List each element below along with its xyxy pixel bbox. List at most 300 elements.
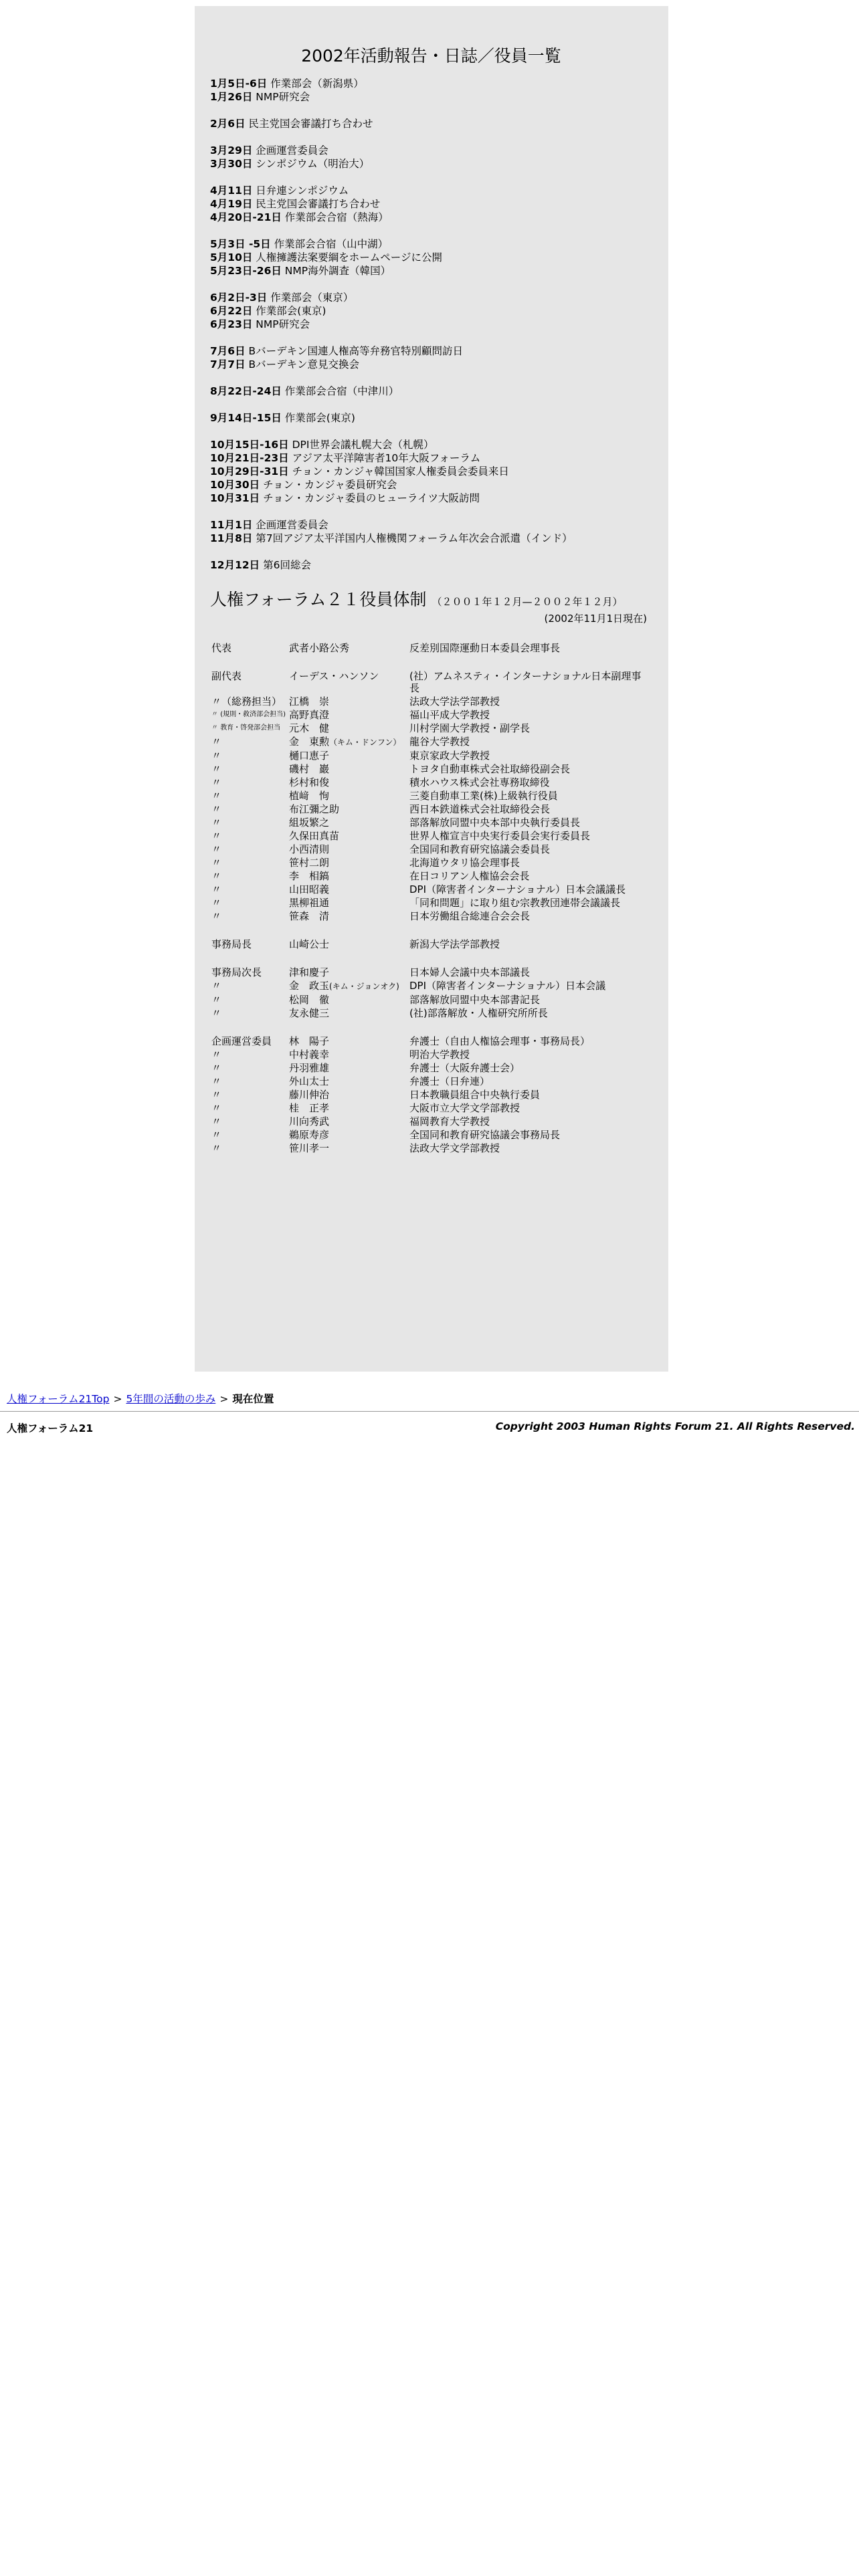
footer-copyright: Copyright 2003 Human Rights Forum 21. All Rights Reserved. [495, 1420, 855, 1432]
table-row [210, 843, 652, 856]
officer-name-text: 桂 正孝 [289, 1102, 330, 1114]
table-row [210, 829, 652, 843]
officer-name-text: 金 政玉 [289, 980, 330, 992]
officer-role-note: (規則・救済部会担当) [220, 711, 286, 718]
diary-date: 5月23日-26日 [210, 265, 282, 277]
officer-role-label: 〃 [211, 994, 222, 1006]
officer-name [288, 762, 408, 776]
officer-name [288, 896, 408, 909]
diary-entry [210, 438, 652, 451]
officer-name-reading: (キム・ジョンオク) [329, 982, 399, 991]
officer-role-label: 代表 [211, 642, 232, 654]
diary-date: 5月10日 [210, 251, 253, 263]
diary-text: 民主党国会審議打ち合わせ [248, 118, 373, 130]
diary-date: 4月11日 [210, 185, 253, 197]
officer-name-text: 元木 健 [289, 722, 330, 734]
officer-affiliation: 西日本鉄道株式会社取締役会長 [409, 803, 551, 815]
officer-affiliation: 龍谷大学教授 [409, 736, 470, 748]
officer-role-label: 〃 [211, 883, 222, 895]
officer-role-label: 〃 [211, 1075, 222, 1087]
officer-name [288, 1142, 408, 1155]
table-row [210, 1035, 652, 1048]
officer-role [210, 708, 288, 722]
officer-name-text: 組坂繁之 [289, 817, 330, 829]
officer-role-label: 〃 [211, 1049, 222, 1061]
diary-date: 10月15日-16日 [210, 439, 289, 451]
table-row [210, 708, 652, 722]
officer-name [288, 776, 408, 789]
table-row [210, 816, 652, 829]
officer-affiliation: 部落解放同盟中央本部中央執行委員長 [409, 817, 581, 829]
officer-name-text: 江橋 崇 [289, 695, 330, 708]
officer-role-label: 〃 [211, 790, 222, 802]
diary-text: チョン・カンジャ韓国国家人権委員会委員来日 [292, 465, 509, 477]
officer-affiliation: 大阪市立大学文学部教授 [409, 1102, 520, 1114]
diary-entry [210, 411, 652, 425]
officer-name [288, 1061, 408, 1075]
table-spacer-row [210, 1020, 652, 1035]
footer-org-name: 人権フォーラム21 [7, 1422, 94, 1434]
officer-role [210, 762, 288, 776]
officer-name [288, 641, 408, 655]
diary-entry [210, 385, 652, 398]
officers-table [210, 641, 652, 1155]
breadcrumb-separator: > [219, 1393, 229, 1405]
officer-role-label: 〃 [211, 776, 222, 788]
officer-name [288, 993, 408, 1006]
diary-entry [210, 465, 652, 478]
officer-name [288, 1128, 408, 1142]
officer-name-text: 高野真澄 [289, 709, 330, 721]
officer-role [210, 1101, 288, 1115]
officer-name-text: 外山太士 [289, 1075, 330, 1087]
officer-name [288, 1006, 408, 1020]
diary-date: 6月22日 [210, 305, 253, 317]
officer-name-text: 笹森 清 [289, 910, 330, 922]
breadcrumb-separator: > [113, 1393, 122, 1405]
officer-role-label: 〃 [211, 1062, 222, 1074]
officer-affiliation: 積水ハウス株式会社専務取締役 [409, 776, 550, 788]
officer-role-label: 事務局長 [211, 938, 252, 950]
diary-text: 企画運営委員会 [256, 144, 328, 156]
diary-entry [210, 90, 652, 104]
officer-role-label: 〃 [211, 763, 222, 775]
officer-role [210, 938, 288, 951]
table-row [210, 1006, 652, 1020]
officer-role [210, 802, 288, 816]
officer-name-text: 磯村 巖 [289, 763, 330, 775]
officer-name-text: 小西清則 [289, 843, 330, 855]
officer-role-label: 〃 [211, 897, 222, 909]
officer-role [210, 1142, 288, 1155]
footer-divider [0, 1411, 859, 1412]
officer-role-label: 〃 [211, 1115, 222, 1128]
diary-group [210, 385, 652, 398]
table-row [210, 789, 652, 802]
officer-name-text: 林 陽子 [289, 1035, 330, 1047]
table-row [210, 722, 652, 735]
officer-role-note: 教育・啓発部会担当 [220, 724, 281, 732]
officer-name [288, 1035, 408, 1048]
diary-group [210, 117, 652, 130]
diary-text: NMP研究会 [256, 91, 310, 103]
diary-date: 6月23日 [210, 318, 253, 330]
officer-affiliation: 三菱自動車工業(株)上級執行役員 [409, 790, 558, 802]
table-row [210, 966, 652, 979]
table-row [210, 641, 652, 655]
officer-role [210, 883, 288, 896]
diary-text: 作業部会(東京) [284, 412, 355, 424]
officer-role [210, 896, 288, 909]
officer-name-text: 杉村和俊 [289, 776, 330, 788]
diary-date: 3月29日 [210, 144, 253, 156]
officer-affiliation: 弁護士（大阪弁護士会） [409, 1062, 520, 1074]
diary-entry [210, 157, 652, 171]
officer-name-text: 黒柳祖通 [289, 897, 330, 909]
table-row [210, 909, 652, 923]
officer-affiliation: 弁護士（日弁連） [409, 1075, 490, 1087]
table-row [210, 749, 652, 762]
officer-name-text: 山田昭義 [289, 883, 330, 895]
diary-date: 3月30日 [210, 158, 253, 170]
diary-entry [210, 304, 652, 318]
officer-role-label: 〃 [211, 736, 222, 748]
diary-entry [210, 264, 652, 278]
diary-text: 企画運営委員会 [256, 519, 328, 531]
table-row [210, 695, 652, 708]
officer-role [210, 1115, 288, 1128]
officer-role-label: 副代表 [211, 670, 242, 682]
diary-text: Bバーデキン国連人権高等弁務官特別顧問訪日 [248, 345, 463, 357]
officer-name-text: 丹羽雅雄 [289, 1062, 330, 1074]
table-row [210, 762, 652, 776]
officer-affiliation: 弁護士（自由人権協会理事・事務局長） [409, 1035, 591, 1047]
diary-entry [210, 144, 652, 157]
diary-date: 10月30日 [210, 479, 260, 491]
table-row [210, 735, 652, 749]
officer-affiliation: 北海道ウタリ協会理事長 [409, 857, 520, 869]
officer-affiliation: 部落解放同盟中央本部書記長 [409, 994, 541, 1006]
officer-role [210, 641, 288, 655]
table-row [210, 938, 652, 951]
officer-name [288, 938, 408, 951]
officer-role [210, 979, 288, 993]
officer-role [210, 669, 288, 695]
officer-name-reading: （キム・ドンフン） [329, 738, 401, 747]
diary-date: 7月7日 [210, 358, 246, 370]
diary-text: 第7回アジア太平洋国内人権機関フォーラム年次会合派遣（インド） [256, 532, 573, 544]
diary-group [210, 144, 652, 171]
content-panel [195, 6, 668, 1372]
officer-role [210, 1128, 288, 1142]
officer-role-label: 〃 [211, 1102, 222, 1114]
officer-affiliation: 在日コリアン人権協会会長 [409, 870, 530, 882]
officer-affiliation: 日本労働組合総連合会会長 [409, 910, 531, 922]
officers-period: （２００１年１２月—２００２年１２月） [432, 596, 623, 608]
officer-role [210, 1048, 288, 1061]
officer-name [288, 856, 408, 869]
diary-entry [210, 291, 652, 304]
officer-name-text: 友永健三 [289, 1007, 330, 1019]
officer-role [210, 1035, 288, 1048]
diary-date: 1月26日 [210, 91, 253, 103]
officer-name-text: 笹川孝一 [289, 1142, 330, 1154]
page-title: 2002年活動報告・日誌／役員一覧 [301, 46, 561, 66]
officer-name-text: 久保田真苗 [289, 830, 340, 842]
officers-as-of: (2002年11月1日現在) [544, 613, 647, 625]
officer-name-text: 山崎公士 [289, 938, 330, 950]
officer-name-text: 津和慶子 [289, 966, 330, 978]
officer-role-label: 企画運営委員 [211, 1035, 272, 1047]
officer-name-text: 鵜原寿彦 [289, 1129, 330, 1141]
officer-name [288, 869, 408, 883]
officer-name [288, 816, 408, 829]
breadcrumb-link-history[interactable]: 5年間の活動の歩み [126, 1393, 216, 1405]
officer-role [210, 829, 288, 843]
diary-entry [210, 518, 652, 532]
officer-name [288, 843, 408, 856]
diary-date: 6月2日-3日 [210, 292, 268, 304]
diary-entry [210, 211, 652, 224]
table-row [210, 979, 652, 993]
diary-text: 民主党国会審議打ち合わせ [256, 198, 381, 210]
diary-text: アジア太平洋障害者10年大阪フォーラム [292, 452, 481, 464]
table-row [210, 856, 652, 869]
diary-text: 作業部会合宿（中津川） [284, 385, 399, 397]
diary-text: 作業部会合宿（熱海） [284, 211, 389, 223]
officer-role-label: 〃 [211, 980, 222, 992]
officer-role-label: 〃 [211, 750, 222, 762]
diary-entry [210, 184, 652, 197]
officer-role [210, 1061, 288, 1075]
table-row [210, 669, 652, 695]
diary-date: 11月8日 [210, 532, 253, 544]
diary-date: 8月22日-24日 [210, 385, 282, 397]
diary-group [210, 558, 652, 572]
diary-entry [210, 478, 652, 492]
officer-name-text: 金 東勲 [289, 736, 330, 748]
officer-role-label: 〃 [211, 1007, 222, 1019]
officer-name-text: 武者小路公秀 [289, 642, 350, 654]
breadcrumb [7, 1391, 274, 1406]
table-row [210, 1061, 652, 1075]
officer-role-label: 〃 [211, 843, 222, 855]
officer-role [210, 1006, 288, 1020]
diary-entry [210, 197, 652, 211]
officer-role-label: 〃 [211, 857, 222, 869]
officer-role [210, 1075, 288, 1088]
diary-entry [210, 318, 652, 331]
officer-name [288, 1088, 408, 1101]
officer-affiliation: (社）アムネスティ・インターナショナル日本副理事長 [409, 670, 642, 694]
diary-text: チョン・カンジャ委員研究会 [263, 479, 397, 491]
diary-date: 4月19日 [210, 198, 253, 210]
breadcrumb-current: 現在位置 [232, 1393, 274, 1405]
officer-affiliation: 川村学園大学教授・副学長 [409, 722, 531, 734]
officer-role-label: 〃 [211, 910, 222, 922]
table-row [210, 1128, 652, 1142]
diary-entry [210, 251, 652, 264]
officer-name [288, 749, 408, 762]
officer-role-label: 〃 [211, 870, 222, 882]
officer-role-label: 〃 [211, 1129, 222, 1141]
officer-affiliation: (社)部落解放・人権研究所所長 [409, 1007, 548, 1019]
officer-affiliation: トヨタ自動車株式会社取締役副会長 [409, 763, 571, 775]
officer-name [288, 1101, 408, 1115]
officer-role [210, 856, 288, 869]
officer-role [210, 735, 288, 749]
officer-role-label: 〃 [211, 817, 222, 829]
diary-group [210, 291, 652, 331]
diary-entry [210, 344, 652, 358]
officer-affiliation: 「同和問題」に取り組む宗教教団連帯会議議長 [409, 897, 621, 909]
table-row [210, 1048, 652, 1061]
diary-date: 1月5日-6日 [210, 78, 268, 90]
officer-name-text: イーデス・ハンソン [289, 670, 379, 682]
table-row [210, 1075, 652, 1088]
table-row [210, 993, 652, 1006]
table-row [210, 869, 652, 883]
diary-text: 日弁連シンポジウム [256, 185, 349, 197]
diary-date: 4月20日-21日 [210, 211, 282, 223]
diary-entry [210, 492, 652, 505]
officer-name-text: 藤川伸治 [289, 1089, 330, 1101]
officer-affiliation: 全国同和教育研究協議会事務局長 [409, 1129, 561, 1141]
officer-affiliation: 福岡教育大学教授 [409, 1115, 490, 1128]
officer-name [288, 1115, 408, 1128]
diary-group [210, 77, 652, 104]
officer-name-text: 布江彌之助 [289, 803, 340, 815]
officer-name [288, 883, 408, 896]
officer-name [288, 829, 408, 843]
officer-affiliation: DPI（障害者インターナショナル）日本会議 [409, 980, 606, 992]
officer-name [288, 722, 408, 735]
officer-affiliation: 福山平成大学教授 [409, 709, 490, 721]
officer-affiliation: 世界人権宣言中央実行委員会実行委員長 [409, 830, 591, 842]
activity-diary [210, 77, 652, 572]
table-row [210, 883, 652, 896]
officer-affiliation: 東京家政大学教授 [409, 750, 490, 762]
officer-name-text: 中村義幸 [289, 1049, 330, 1061]
officer-role-label: 〃 [211, 724, 218, 732]
diary-text: シンポジウム（明治大） [256, 158, 370, 170]
table-row [210, 1088, 652, 1101]
officer-name [288, 695, 408, 708]
diary-text: NMP研究会 [256, 318, 310, 330]
officer-role-label: 〃 [211, 1142, 222, 1154]
diary-date: 5月3日 -5日 [210, 238, 271, 250]
officer-role [210, 722, 288, 735]
diary-group [210, 184, 652, 224]
officer-name-text: 李 相鎬 [289, 870, 330, 882]
officer-role-label: 〃 [211, 830, 222, 842]
officer-affiliation: 新潟大学法学部教授 [409, 938, 500, 950]
diary-text: Bバーデキン意見交換会 [248, 358, 359, 370]
diary-text: 人権擁護法案要綱をホームページに公開 [256, 251, 442, 263]
diary-text: 作業部会合宿（山中湖） [274, 238, 389, 250]
officer-role [210, 869, 288, 883]
officer-name-text: 松岡 徹 [289, 994, 330, 1006]
officer-name-text: 川向秀武 [289, 1115, 330, 1128]
table-spacer-row [210, 655, 652, 669]
officer-name-text: 笹村二朗 [289, 857, 330, 869]
diary-entry [210, 117, 652, 130]
breadcrumb-link-top[interactable]: 人権フォーラム21Top [7, 1393, 110, 1405]
officer-role [210, 695, 288, 708]
table-row [210, 1101, 652, 1115]
diary-group [210, 438, 652, 505]
officer-affiliation: 法政大学法学部教授 [409, 695, 500, 708]
diary-entry [210, 77, 652, 90]
diary-date: 2月6日 [210, 118, 246, 130]
officers-heading [210, 589, 652, 625]
diary-date: 10月31日 [210, 492, 260, 504]
officer-name-text: 植﨑 恂 [289, 790, 330, 802]
officers-title: 人権フォーラム２１役員体制 [210, 590, 427, 609]
diary-text: チョン・カンジャ委員のヒューライツ大阪訪問 [263, 492, 480, 504]
table-spacer-row [210, 951, 652, 966]
officer-affiliation: 全国同和教育研究協議会委員長 [409, 843, 551, 855]
diary-date: 10月29日-31日 [210, 465, 289, 477]
officer-affiliation: 法政大学文学部教授 [409, 1142, 500, 1154]
officer-name [288, 1075, 408, 1088]
diary-text: 作業部会（東京） [270, 292, 354, 304]
diary-text: NMP海外調査（韓国） [284, 265, 391, 277]
officer-role [210, 909, 288, 923]
diary-date: 12月12日 [210, 559, 260, 571]
table-row [210, 802, 652, 816]
officer-name-text: 樋口恵子 [289, 750, 330, 762]
officer-role [210, 966, 288, 979]
officer-role-label: 〃 [211, 1089, 222, 1101]
officer-name [288, 708, 408, 722]
officer-role [210, 1088, 288, 1101]
officer-name [288, 735, 408, 749]
officer-name [288, 966, 408, 979]
diary-group [210, 518, 652, 545]
officer-affiliation: 日本婦人会議中央本部議長 [409, 966, 531, 978]
table-row [210, 896, 652, 909]
diary-text: 作業部会(東京) [256, 305, 326, 317]
officer-role [210, 843, 288, 856]
officer-role-label: 事務局次長 [211, 966, 262, 978]
officer-name [288, 909, 408, 923]
diary-date: 7月6日 [210, 345, 246, 357]
officer-name [288, 979, 408, 993]
diary-entry [210, 451, 652, 465]
officer-role [210, 776, 288, 789]
officer-role [210, 816, 288, 829]
diary-text: DPI世界会議札幌大会（札幌） [292, 439, 434, 451]
diary-entry [210, 558, 652, 572]
officer-affiliation: DPI（障害者インターナショナル）日本会議議長 [409, 883, 626, 895]
officer-role [210, 789, 288, 802]
officer-affiliation: 日本教職員組合中央執行委員 [409, 1089, 541, 1101]
diary-group [210, 344, 652, 371]
diary-group [210, 237, 652, 278]
diary-entry [210, 358, 652, 371]
table-row [210, 1142, 652, 1155]
officer-affiliation: 反差別国際運動日本委員会理事長 [409, 642, 561, 654]
officer-name [288, 1048, 408, 1061]
officer-role-label: 〃（総務担当） [211, 695, 282, 708]
diary-date: 10月21日-23日 [210, 452, 289, 464]
diary-group [210, 411, 652, 425]
diary-date: 11月1日 [210, 519, 253, 531]
diary-text: 第6回総会 [263, 559, 311, 571]
officer-role-label: 〃 [211, 711, 218, 718]
diary-date: 9月14日-15日 [210, 412, 282, 424]
